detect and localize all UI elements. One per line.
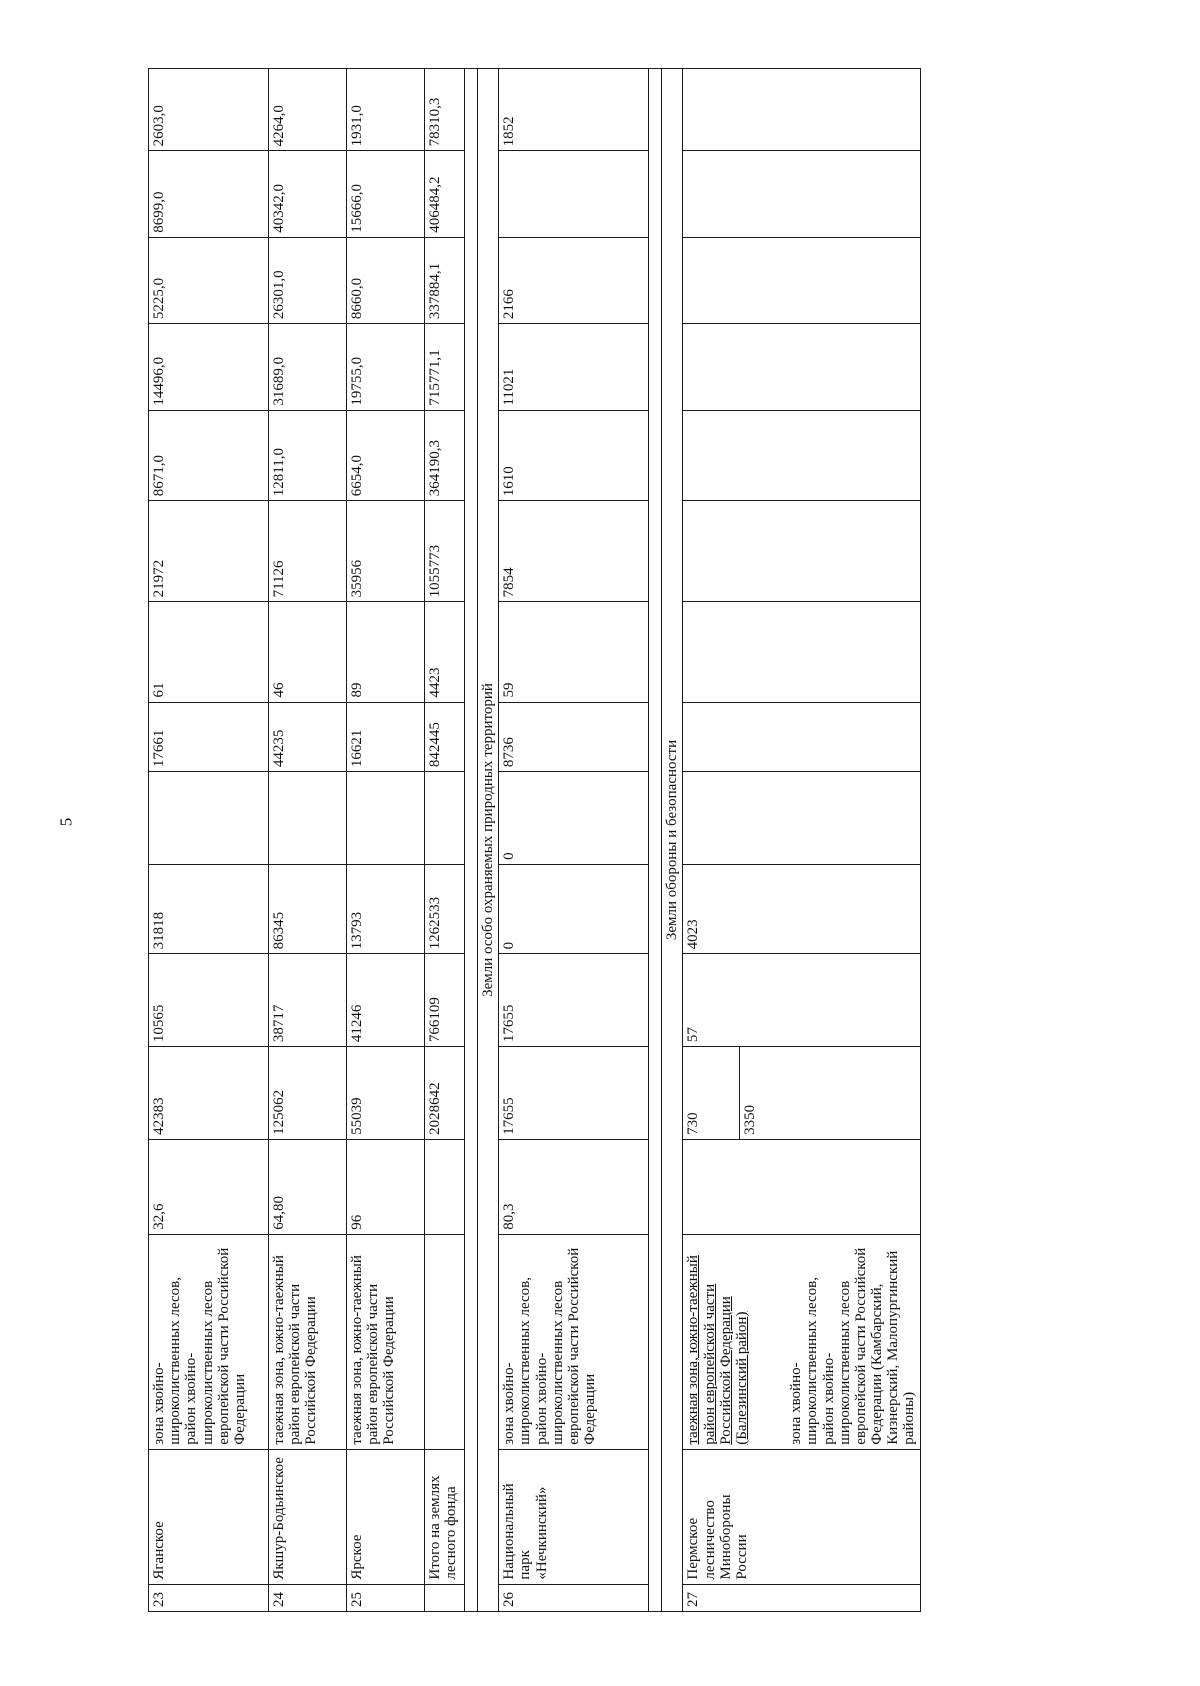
value-cell: 1055773	[425, 501, 465, 602]
value-cell: 2028642	[425, 1047, 465, 1140]
row-number: 26	[499, 1584, 649, 1611]
value-cell: 17655	[499, 1047, 649, 1140]
value-cell: 46	[269, 602, 347, 702]
value-cell: 1262533	[425, 864, 465, 954]
value-cell: 1931,0	[347, 69, 425, 151]
forestry-name: Якшур-Бодьинское	[269, 1449, 347, 1584]
value-cell: 32,6	[149, 1139, 269, 1234]
forestry-table	[148, 68, 921, 1612]
value-cell: 19755,0	[347, 324, 425, 410]
value-cell: 125062	[269, 1047, 347, 1140]
value-cell: 0	[499, 772, 649, 865]
value-cell: 1610	[499, 410, 649, 501]
value-cell: 44235	[269, 702, 347, 772]
value-cell	[683, 410, 920, 501]
page-number: 5	[56, 817, 76, 827]
value-cell: 8736	[499, 702, 649, 772]
value-cell: 11021	[499, 324, 649, 410]
value-cell: 1852	[499, 69, 649, 151]
value-cell: 59	[499, 602, 649, 702]
table-row	[347, 69, 425, 1612]
value-cell: 3350	[739, 1047, 760, 1139]
row-number: 24	[269, 1584, 347, 1611]
row-number: 27	[683, 1584, 920, 1611]
value-cell	[683, 69, 920, 151]
value-cell: 57	[683, 954, 920, 1047]
value-cell: 86345	[269, 864, 347, 954]
value-cell: 15666,0	[347, 151, 425, 237]
value-cell: 14496,0	[149, 324, 269, 410]
value-cell: 12811,0	[269, 410, 347, 501]
value-cell	[683, 1139, 920, 1234]
value-cell: 13793	[347, 864, 425, 954]
forestry-name: Ярское	[347, 1449, 425, 1584]
value-cell: 17661	[149, 702, 269, 772]
value-cell	[425, 1139, 465, 1234]
forestry-name: Яганское	[149, 1449, 269, 1584]
value-cell: 8660,0	[347, 237, 425, 323]
forest-zone: зона хвойно-широколиственных лесов, район хвойно-широколиственных лесов европейской части Российской Федерации	[499, 1234, 649, 1449]
rotated-table-container	[148, 68, 1018, 1612]
value-cell: 80,3	[499, 1139, 649, 1234]
value-cell: 766109	[425, 954, 465, 1047]
forest-zone	[683, 1234, 920, 1449]
row-number	[425, 1584, 465, 1611]
table-row	[269, 69, 347, 1612]
section-defense	[662, 69, 683, 1612]
value-cell: 6654,0	[347, 410, 425, 501]
table-row	[425, 69, 465, 1612]
value-cell	[683, 772, 920, 865]
value-cell-split	[683, 1047, 920, 1140]
section-defense-label: Земли обороны и безопасности	[662, 69, 683, 1612]
value-cell: 4264,0	[269, 69, 347, 151]
section-oopt-label: Земли особо охраняемых природных территорий	[478, 69, 499, 1612]
value-cell	[683, 501, 920, 602]
forest-zone: зона хвойно-широколиственных лесов, район хвойно-широколиственных лесов европейской части Российской Федерации	[149, 1234, 269, 1449]
value-cell: 31818	[149, 864, 269, 954]
value-cell	[149, 772, 269, 865]
value-cell: 78310,3	[425, 69, 465, 151]
value-cell: 842445	[425, 702, 465, 772]
value-cell: 715771,1	[425, 324, 465, 410]
forest-zone: таежная зона, южно-таежный район европейской части Российской Федерации	[269, 1234, 347, 1449]
spacer-cell	[649, 69, 662, 1612]
value-cell: 4423	[425, 602, 465, 702]
value-cell	[683, 324, 920, 410]
table-row	[149, 69, 269, 1612]
value-cell: 38717	[269, 954, 347, 1047]
value-cell: 4023	[683, 864, 920, 954]
table-row	[683, 69, 920, 1612]
value-cell: 16621	[347, 702, 425, 772]
value-cell: 17655	[499, 954, 649, 1047]
value-cell: 21972	[149, 501, 269, 602]
row-number: 23	[149, 1584, 269, 1611]
table-spacer-row	[649, 69, 662, 1612]
value-cell: 8671,0	[149, 410, 269, 501]
value-cell: 2603,0	[149, 69, 269, 151]
value-cell: 7854	[499, 501, 649, 602]
value-cell: 5225,0	[149, 237, 269, 323]
value-cell: 730	[685, 1112, 702, 1135]
forest-zone: таежная зона, южно-таежный район европейской части Российской Федерации	[347, 1234, 425, 1449]
value-cell: 41246	[347, 954, 425, 1047]
value-cell: 364190,3	[425, 410, 465, 501]
value-cell: 42383	[149, 1047, 269, 1140]
value-cell: 26301,0	[269, 237, 347, 323]
value-cell: 61	[149, 602, 269, 702]
table-spacer-row	[465, 69, 478, 1612]
value-cell: 96	[347, 1139, 425, 1234]
forest-zone	[425, 1234, 465, 1449]
value-cell: 40342,0	[269, 151, 347, 237]
value-cell: 64,80	[269, 1139, 347, 1234]
forestry-name: Национальный парк «Нечкинский»	[499, 1449, 649, 1584]
value-cell	[269, 772, 347, 865]
value-cell	[683, 237, 920, 323]
value-cell: 89	[347, 602, 425, 702]
value-cell: 0	[499, 864, 649, 954]
value-cell: 31689,0	[269, 324, 347, 410]
value-cell	[499, 151, 649, 237]
value-cell: 2166	[499, 237, 649, 323]
value-cell: 55039	[347, 1047, 425, 1140]
value-cell: 406484,2	[425, 151, 465, 237]
value-cell: 337884,1	[425, 237, 465, 323]
value-cell: 35956	[347, 501, 425, 602]
section-oopt	[478, 69, 499, 1612]
value-cell: 8699,0	[149, 151, 269, 237]
forestry-name: Итого на землях лесного фонда	[425, 1449, 465, 1584]
value-cell: 10565	[149, 954, 269, 1047]
value-cell	[425, 772, 465, 865]
value-cell: 71126	[269, 501, 347, 602]
spacer-cell	[465, 69, 478, 1612]
forestry-name: Пермское лесничество Минобороны России	[683, 1449, 920, 1584]
forest-zone-part-1: таежная зона, южно-таежный район европейской части Российской Федерации (Балезинский район)	[685, 1255, 750, 1445]
table-row	[499, 69, 649, 1612]
value-cell	[347, 772, 425, 865]
forest-zone-part-2: зона хвойно-широколиственных лесов, район хвойно-широколиственных лесов европейской части Российской Федерации (Камбарский, Кизнерский, Малопургинский районы)	[788, 1247, 918, 1445]
row-number: 25	[347, 1584, 425, 1611]
value-cell	[683, 702, 920, 772]
value-cell	[683, 602, 920, 702]
value-cell	[683, 151, 920, 237]
